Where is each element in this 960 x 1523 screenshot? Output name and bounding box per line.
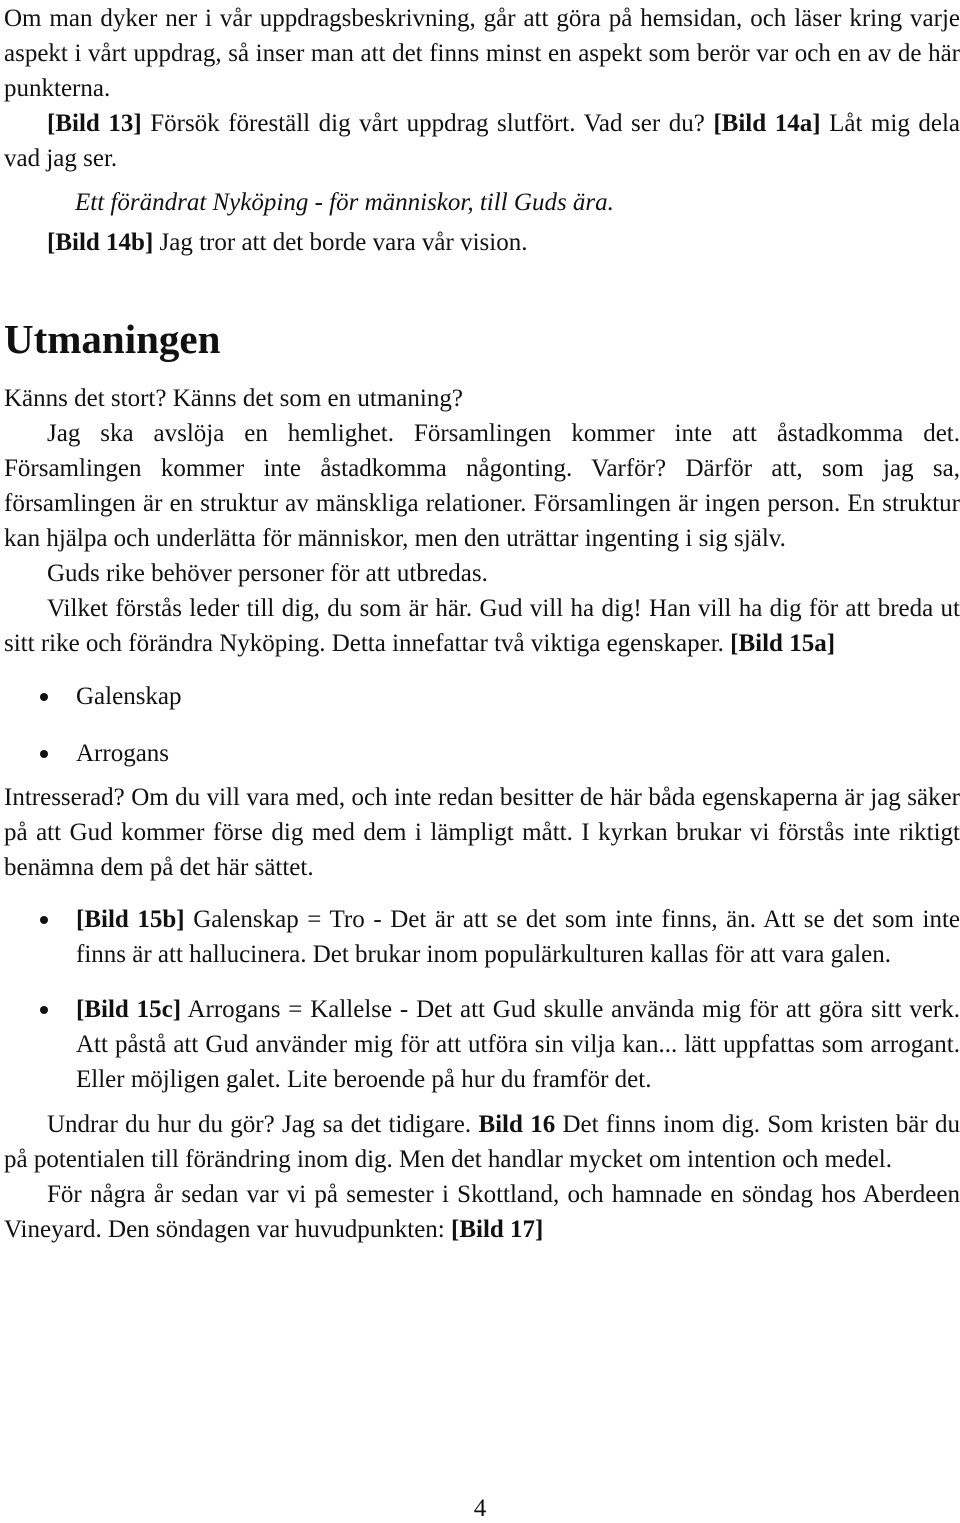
interested-paragraph: Intresserad? Om du vill vara med, och inte redan besitter de här båda egenskaperna är jag säker på att Gud kommer förse dig med dem i lämpligt mått. I kyrkan brukar vi förstås inte riktigt benämna dem på det här sättet. bbox=[4, 784, 960, 881]
how-paragraph bbox=[4, 1107, 960, 1177]
slide-ref: [Bild 15c] bbox=[76, 996, 182, 1023]
intro-paragraph: Om man dyker ner i vår uppdragsbeskrivning, går att göra på hemsidan, och läser kring varje aspekt i vårt uppdrag, så inser man att det finns minst en aspekt som berör var och en av de här punkterna. bbox=[4, 5, 960, 102]
list-item: [Bild 15c] Arrogans = Kallelse - Det att Gud skulle använda mig för att göra sitt verk. Att påstå att Gud använder mig för att utföra sin vilja kan... lätt uppfattas som arrogant. Eller möjligen galet. Lite beroende på hur du framför det. bbox=[4, 992, 960, 1097]
paragraph-text: Vilket förstås leder till dig, du som är här. Gud vill ha dig! Han vill ha dig för att breda ut sitt rike och förändra Nyköping. Detta innefattar två viktiga egenskaper. bbox=[4, 595, 960, 657]
definitions-list bbox=[4, 902, 960, 1097]
vision-paragraph bbox=[47, 225, 960, 260]
slide-ref: [Bild 17] bbox=[451, 1216, 544, 1243]
question-paragraph: Känns det stort? Känns det som en utmaning? bbox=[4, 385, 463, 412]
secret-paragraph: Jag ska avslöja en hemlighet. Församlingen kommer inte att åstadkomma det. Församlingen kommer inte åstadkomma någonting. Varför? Därför att, som jag sa, församlingen är en struktur av mänskliga relationer. Församlingen är ingen person. En struktur kan hjälpa och underlätta för människor, men den uträttar ingenting i sig själv. bbox=[4, 420, 960, 552]
list-item: Galenskap bbox=[4, 679, 960, 714]
document-page bbox=[4, 0, 960, 1247]
kingdom-paragraph: Guds rike behöver personer för att utbredas. bbox=[47, 560, 488, 587]
bullet-icon bbox=[40, 916, 48, 924]
slide-ref: [Bild 15a] bbox=[730, 630, 836, 657]
list-item: [Bild 15b] Galenskap = Tro - Det är att se det som inte finns, än. Att se det som inte finns är att hallucinera. Det brukar inom populärkulturen kallas för att vara galen. bbox=[4, 902, 960, 972]
bullet-icon bbox=[40, 693, 48, 701]
slide-ref: Bild 16 bbox=[478, 1111, 556, 1138]
you-paragraph bbox=[4, 591, 960, 661]
list-item: Arrogans bbox=[4, 736, 960, 771]
slide-ref: [Bild 13] bbox=[47, 110, 142, 137]
slide-ref: [Bild 14a] bbox=[713, 110, 821, 137]
qualities-list bbox=[4, 679, 960, 771]
paragraph-text: Försök föreställ dig vårt uppdrag slutfört. Vad ser du? bbox=[141, 110, 714, 137]
page-number: 4 bbox=[473, 1495, 487, 1522]
paragraph-text: För några år sedan var vi på semester i Skottland, och hamnade en söndag hos Aberdeen Vineyard. Den söndagen var huvudpunkten: bbox=[4, 1181, 960, 1243]
paragraph-text: Jag tror att det borde vara vår vision. bbox=[153, 229, 528, 256]
bullet-icon bbox=[40, 1006, 48, 1014]
mission-paragraph bbox=[4, 106, 960, 176]
scotland-paragraph bbox=[4, 1177, 960, 1247]
paragraph-text: Undrar du hur du gör? Jag sa det tidigare. bbox=[47, 1111, 479, 1138]
slide-ref: [Bild 15b] bbox=[76, 906, 185, 933]
paragraph-text: Låt mig dela vad jag ser. bbox=[4, 110, 960, 172]
vision-statement: Ett förändrat Nyköping - för människor, till Guds ära. bbox=[75, 189, 614, 216]
section-heading: Utmaningen bbox=[4, 316, 221, 362]
slide-ref: [Bild 14b] bbox=[47, 229, 154, 256]
paragraph-text: Det finns inom dig. Som kristen bär du på potentialen till förändring inom dig. Men det handlar mycket om intention och medel. bbox=[4, 1111, 960, 1173]
bullet-icon bbox=[40, 750, 48, 758]
